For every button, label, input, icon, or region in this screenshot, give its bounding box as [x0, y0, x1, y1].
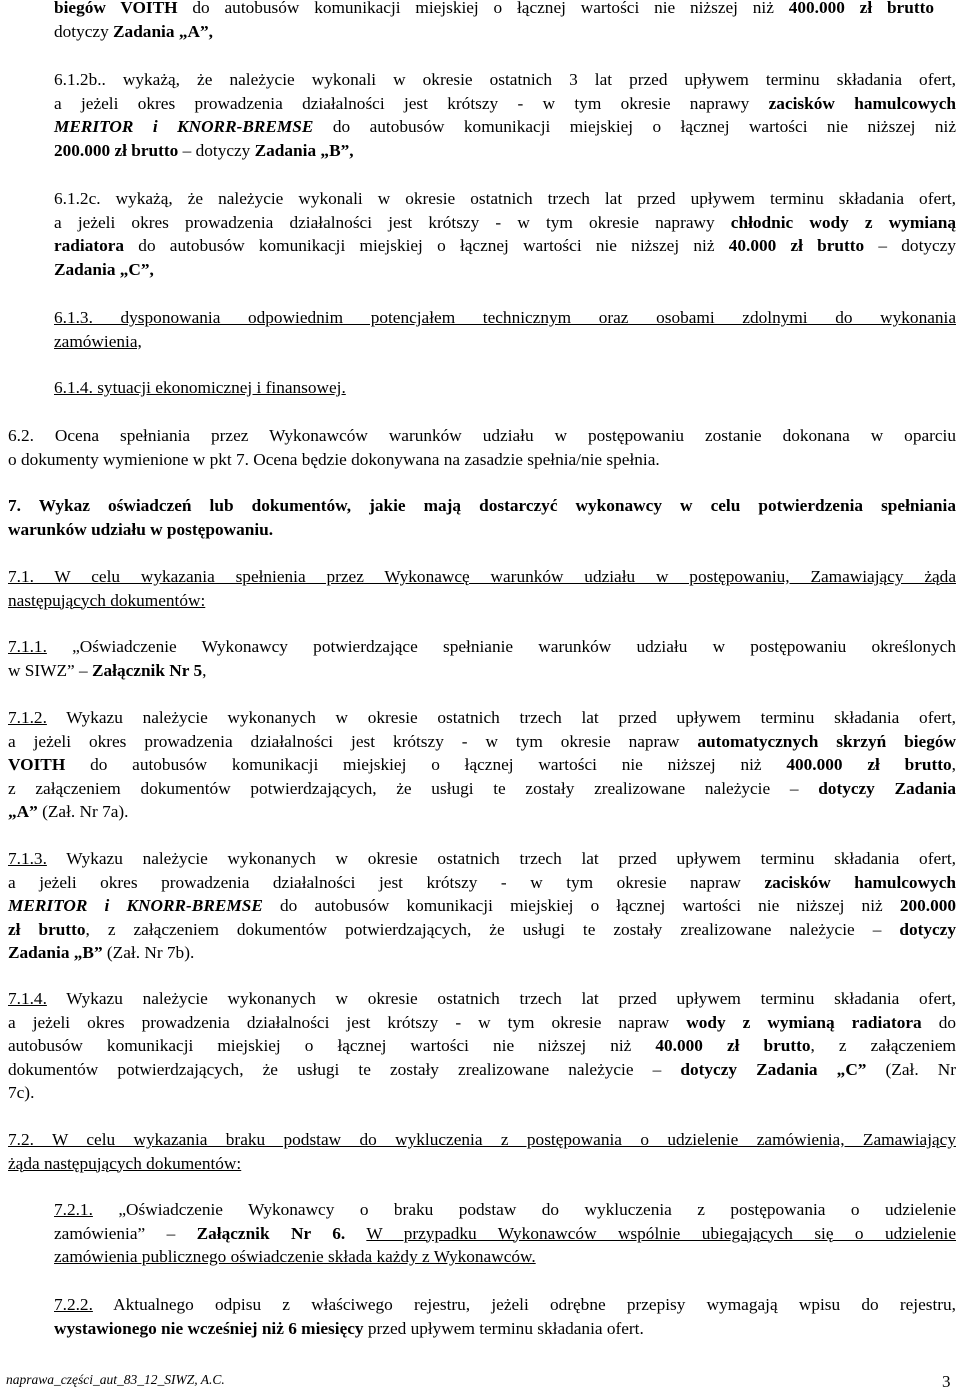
paragraph-6-2: 6.2. Ocena spełniania przez Wykonawców warunków udziału w postępowaniu zostanie dokonana w oparciu o dokumenty wymienione w pkt 7. Ocena będzie dokonywana na zasadzie spełnia/nie spełnia.: [8, 426, 956, 469]
paragraph-7-2-2: 7.2.2. Aktualnego odpisu z właściwego rejestru, jeżeli odrębne przepisy wymagają wpisu do rejestru, wystawionego nie wcześniej niż 6 miesięcy przed upływem terminu składania ofert.: [54, 1295, 956, 1338]
paragraph-7-1-3: 7.1.3. Wykazu należycie wykonanych w okresie ostatnich trzech lat przed upływem terminu składania ofert, a jeżeli okres prowadzenia działalności jest krótszy - w tym okresie napraw zacisków hamulcowych MERITOR i KNORR-BREMSE do autobusów komunikacji miejskiej o łącznej wartości nie niższej niż 200.000 zł brutto, z załączeniem dokumentów potwierdzających, że usługi te zostały zrealizowane należycie – dotyczy Zadania „B” (Zał. Nr 7b).: [8, 849, 956, 963]
section-7-heading: 7. Wykaz oświadczeń lub dokumentów, jakie mają dostarczyć wykonawcy w celu potwierdzenia spełniania warunków udziału w postępowaniu.: [8, 496, 956, 539]
paragraph-zadanie-a-continuation: biegów VOITH do autobusów komunikacji miejskiej o łącznej wartości nie niższej niż 400.000 zł brutto dotyczy Zadania „A”,: [54, 0, 934, 41]
page-number: 3: [942, 1372, 951, 1391]
paragraph-6-1-2b: 6.1.2b.. wykażą, że należycie wykonali w okresie ostatnich 3 lat przed upływem terminu składania ofert, a jeżeli okres prowadzenia działalności jest krótszy - w tym okresie naprawy zacisków hamulcowych MERITOR i KNORR-BREMSE do autobusów komunikacji miejskiej o łącznej wartości nie niższej niż 200.000 zł brutto – dotyczy Zadania „B”,: [54, 70, 957, 160]
paragraph-6-1-4: 6.1.4. sytuacji ekonomicznej i finansowej.: [54, 378, 346, 397]
paragraph-6-1-3: 6.1.3. dysponowania odpowiednim potencjałem technicznym oraz osobami zdolnymi do wykonania zamówienia,: [54, 308, 956, 351]
footer-filename: naprawa_części_aut_83_12_SIWZ, A.C.: [6, 1372, 225, 1387]
paragraph-7-2-1: 7.2.1. „Oświadczenie Wykonawcy o braku podstaw do wykluczenia z postępowania o udzielenie zamówienia” – Załącznik Nr 6. W przypadku Wykonawców wspólnie ubiegających się o udzielenie zamówienia publicznego oświadczenie składa każdy z Wykonawców.: [54, 1200, 956, 1267]
paragraph-7-2: 7.2. W celu wykazania braku podstaw do wykluczenia z postępowania o udzielenie zamówienia, Zamawiający żąda następujących dokumentów:: [8, 1130, 956, 1173]
paragraph-7-1-4: 7.1.4. Wykazu należycie wykonanych w okresie ostatnich trzech lat przed upływem terminu składania ofert, a jeżeli okres prowadzenia działalności jest krótszy - w tym okresie napraw wody z wymianą radiatora do autobusów komunikacji miejskiej o łącznej wartości nie niższej niż 40.000 zł brutto, z załączeniem dokumentów potwierdzających, że usługi te zostały zrealizowane należycie – dotyczy Zadania „C” (Zał. Nr 7c).: [8, 989, 956, 1103]
paragraph-7-1-1: 7.1.1. „Oświadczenie Wykonawcy potwierdzające spełnianie warunków udziału w postępowaniu określonych w SIWZ” – Załącznik Nr 5,: [8, 637, 956, 680]
paragraph-6-1-2c: 6.1.2c. wykażą, że należycie wykonali w okresie ostatnich trzech lat przed upływem terminu składania ofert, a jeżeli okres prowadzenia działalności jest krótszy - w tym okresie naprawy chłodnic wody z wymianą radiatora do autobusów komunikacji miejskiej o łącznej wartości nie niższej niż 40.000 zł brutto – dotyczy Zadania „C”,: [54, 189, 956, 279]
paragraph-7-1: 7.1. W celu wykazania spełnienia przez Wykonawcę warunków udziału w postępowaniu, Zamawiający żąda następujących dokumentów:: [8, 567, 956, 610]
paragraph-7-1-2: 7.1.2. Wykazu należycie wykonanych w okresie ostatnich trzech lat przed upływem terminu składania ofert, a jeżeli okres prowadzenia działalności jest krótszy - w tym okresie napraw automatycznych skrzyń biegów VOITH do autobusów komunikacji miejskiej o łącznej wartości nie niższej niż 400.000 zł brutto, z załączeniem dokumentów potwierdzających, że usługi te zostały zrealizowane należycie – dotyczy Zadania „A” (Zał. Nr 7a).: [8, 708, 956, 822]
